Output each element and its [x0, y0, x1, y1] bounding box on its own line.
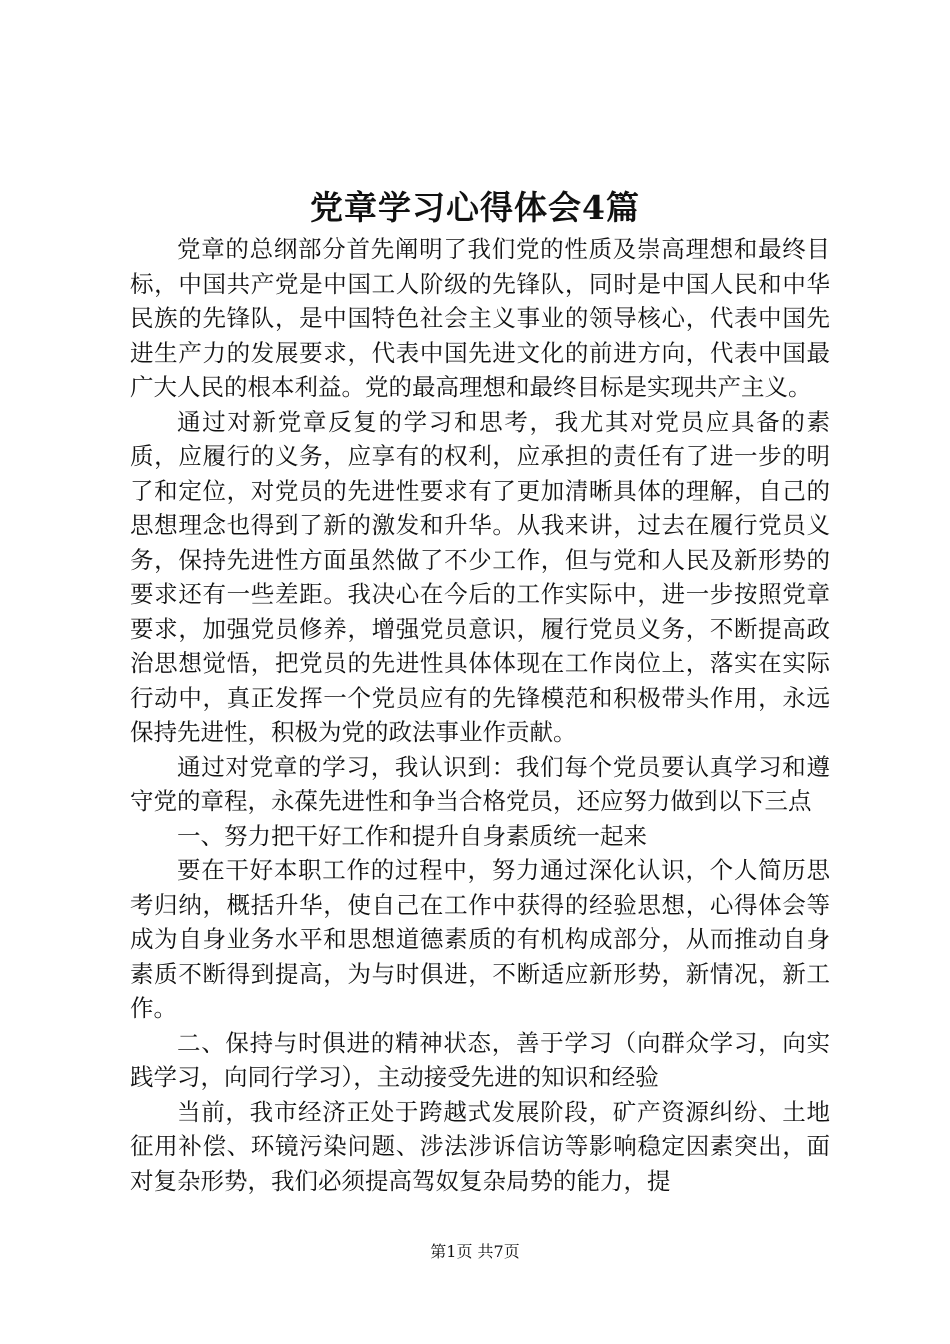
- document-body: [130, 232, 830, 1198]
- section-heading: 一、努力把干好工作和提升自身素质统一起来: [177, 821, 647, 850]
- paragraph: 通过对党章的学习，我认识到：我们每个党员要认真学习和遵守党的章程，永葆先进性和争当合格党员，还应努力做到以下三点: [130, 752, 830, 815]
- page-number: 第1页 共7页: [430, 1242, 520, 1261]
- paragraph: 通过对新党章反复的学习和思考，我尤其对党员应具备的素质，应履行的义务，应享有的权利，应承担的责任有了进一步的明了和定位，对党员的先进性要求有了更加清晰具体的理解，自己的思想理念也得到了新的激发和升华。从我来讲，过去在履行党员义务，保持先进性方面虽然做了不少工作，但与党和人民及新形势的要求还有一些差距。我决心在今后的工作实际中，进一步按照党章要求，加强党员修养，增强党员意识，履行党员义务，不断提高政治思想觉悟，把党员的先进性具体体现在工作岗位上，落实在实际行动中，真正发挥一个党员应有的先锋模范和积极带头作用，永远保持先进性，积极为党的政法事业作贡献。: [130, 407, 830, 746]
- paragraph: 党章的总纲部分首先阐明了我们党的性质及崇高理想和最终目标，中国共产党是中国工人阶级的先锋队，同时是中国人民和中华民族的先锋队，是中国特色社会主义事业的领导核心，代表中国先进生产力的发展要求，代表中国先进文化的前进方向，代表中国最广大人民的根本利益。党的最高理想和最终目标是实现共产主义。: [130, 235, 830, 401]
- paragraph: 当前，我市经济正处于跨越式发展阶段，矿产资源纠纷、土地征用补偿、环镜污染问题、涉法涉诉信访等影响稳定因素突出，面对复杂形势，我们必须提高驾奴复杂局势的能力，提: [130, 1097, 830, 1195]
- document-title: 党章学习心得体会4篇: [310, 188, 640, 227]
- paragraph: 要在干好本职工作的过程中，努力通过深化认识，个人简历思考归纳，概括升华，使自己在工作中获得的经验思想，心得体会等成为自身业务水平和思想道德素质的有机构成部分，从而推动自身素质不断得到提高，为与时俱进，不断适应新形势，新情况，新工作。: [130, 856, 830, 1022]
- section-heading: 二、保持与时俱进的精神状态，善于学习（向群众学习，向实践学习，向同行学习），主动接受先进的知识和经验: [130, 1028, 830, 1091]
